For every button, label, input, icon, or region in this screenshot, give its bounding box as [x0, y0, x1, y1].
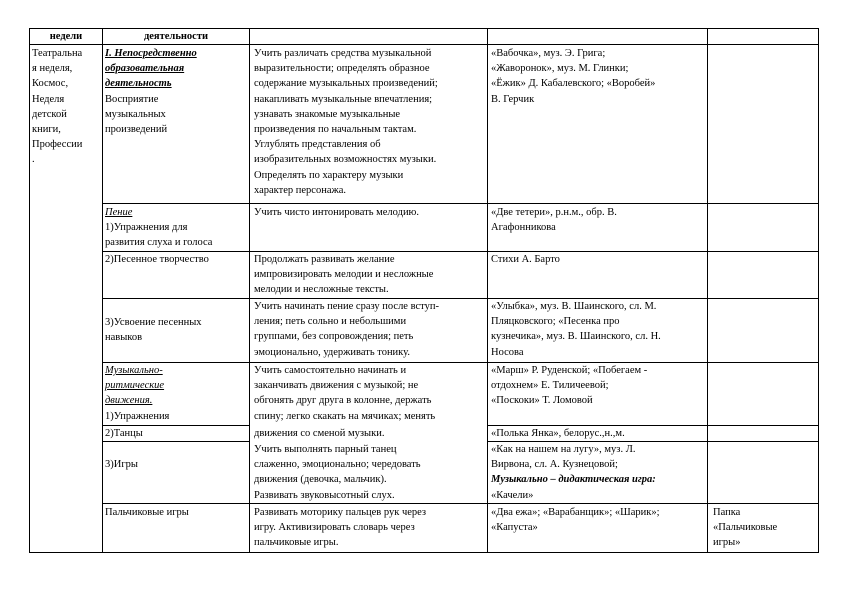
activity-subtitle: 2)Танцы — [105, 428, 143, 439]
row-divider — [102, 298, 819, 299]
activity-cell — [105, 457, 138, 472]
row-divider — [102, 203, 819, 204]
header-activity: деятельности — [143, 31, 209, 42]
task-line: заканчивать движения с музыкой; не — [254, 380, 419, 392]
repertoire-cell — [491, 252, 560, 267]
task-line: изобразительных возможностях музыки. — [254, 154, 437, 166]
col-divider — [102, 28, 103, 553]
col-divider — [487, 28, 488, 553]
repertoire-line: «Полька Янка», белорус.,н.,м. — [491, 428, 625, 439]
tasks-cell — [254, 252, 433, 298]
task-line: накапливать музыкальные впечатления; — [254, 93, 433, 105]
task-line: Учить выполнять парный танец — [254, 444, 397, 455]
week-topic-line: книги, — [32, 124, 61, 136]
activity-subtitle: 1)Упражнения — [105, 410, 170, 422]
task-line: ления; петь сольно и небольшими — [254, 316, 407, 328]
row-divider — [102, 503, 819, 504]
task-line: произведения по начальным тактам. — [254, 124, 417, 136]
activity-subtitle: музыкальных — [105, 108, 166, 120]
activity-subtitle: 3)Усвоение песенных — [105, 317, 202, 328]
tasks-cell — [254, 363, 435, 424]
task-line: Учить различать средства музыкальной — [254, 48, 432, 59]
repertoire-line: Пляцковского; «Песенка про — [491, 316, 620, 328]
activity-subtitle: развития слуха и голоса — [105, 237, 213, 249]
materials-line: игры» — [713, 537, 741, 549]
activity-title: образовательная — [105, 63, 185, 75]
repertoire-line: «Жаворонок», муз. М. Глинки; — [491, 63, 629, 75]
task-line: Определять по характеру музыки — [254, 169, 404, 181]
activity-cell — [105, 505, 189, 520]
task-line: спину; легко скакать на мячиках; менять — [254, 410, 436, 422]
tasks-cell — [254, 442, 421, 503]
activity-cell — [105, 252, 209, 267]
repertoire-line: Вирвона, сл. А. Кузнецовой; — [491, 459, 618, 471]
task-line: Продолжать развивать желание — [254, 254, 395, 265]
activity-subtitle: произведений — [105, 124, 168, 136]
repertoire-line: «Качели» — [491, 489, 534, 501]
activity-cell — [105, 426, 143, 441]
task-line: мелодии и несложные тексты. — [254, 284, 389, 296]
table-border-bottom — [29, 552, 819, 553]
materials-cell — [713, 505, 777, 551]
repertoire-line: «Как на нашем на лугу», муз. Л. — [491, 444, 636, 455]
activity-cell — [105, 315, 202, 345]
repertoire-cell — [491, 205, 617, 235]
repertoire-line: «Капуста» — [491, 522, 538, 534]
task-line: игру. Активизировать словарь через — [254, 522, 415, 534]
col-border-right — [818, 28, 819, 553]
tasks-cell — [254, 299, 439, 360]
header-weeks: недели — [49, 31, 83, 42]
week-topic-line: Космос, — [32, 78, 69, 90]
task-line: движения со сменой музыки. — [254, 428, 385, 439]
col-border-left — [29, 28, 30, 553]
repertoire-cell — [491, 299, 661, 360]
tasks-cell — [254, 46, 438, 198]
repertoire-cell — [491, 363, 647, 409]
tasks-cell — [254, 426, 384, 441]
week-topic-line: Неделя — [32, 93, 65, 105]
task-line: Развивать звуковысотный слух. — [254, 489, 395, 501]
repertoire-cell — [491, 46, 655, 107]
activity-subtitle: 2)Песенное творчество — [105, 254, 209, 265]
repertoire-line: «Ёжик» Д. Кабалевского; «Воробей» — [491, 78, 656, 90]
repertoire-line: Стихи А. Барто — [491, 254, 560, 265]
task-line: движения (девочка, мальчик). — [254, 474, 387, 486]
activity-cell — [105, 46, 197, 137]
repertoire-cell — [491, 426, 625, 441]
materials-line: «Пальчиковые — [713, 522, 778, 534]
repertoire-cell — [491, 442, 656, 503]
activity-subtitle: Восприятие — [105, 93, 159, 105]
repertoire-line: «Две тетери», р.н.м., обр. В. — [491, 207, 617, 218]
repertoire-line: «Вабочка», муз. Э. Грига; — [491, 48, 606, 59]
task-line: слаженно, эмоционально; чередовать — [254, 459, 421, 471]
tasks-cell — [254, 205, 419, 220]
row-divider — [102, 362, 819, 363]
week-topic-line: Театральна — [32, 48, 83, 59]
activity-subtitle: 1)Упражнения для — [105, 222, 188, 234]
task-line: Учить начинать пение сразу после вступ- — [254, 301, 439, 312]
task-line: импровизировать мелодии и несложные — [254, 269, 434, 281]
week-topic-line: я неделя, — [32, 63, 73, 75]
repertoire-line: «Два ежа»; «Варабанщик»; «Шарик»; — [491, 507, 660, 518]
repertoire-line: «Улыбка», муз. В. Шаинского, сл. М. — [491, 301, 657, 312]
row-divider — [102, 251, 819, 252]
activity-title: деятельность — [105, 78, 172, 90]
task-line: узнавать знакомые музыкальные — [254, 108, 401, 120]
activity-cell — [105, 363, 169, 424]
task-line: Развивать моторику пальцев рук через — [254, 507, 427, 518]
activity-subtitle: 3)Игры — [105, 459, 138, 470]
activity-title: движения. — [105, 395, 153, 407]
task-line: обгонять друг друга в колонне, держать — [254, 395, 432, 407]
col-divider — [249, 28, 250, 553]
task-line: Углублять представления об — [254, 139, 381, 151]
activity-cell — [105, 205, 212, 251]
activity-subtitle: Пальчиковые игры — [105, 507, 189, 518]
task-line: Учить чисто интонировать мелодию. — [254, 207, 420, 218]
repertoire-line: Носова — [491, 346, 524, 358]
col-divider — [707, 28, 708, 553]
repertoire-line: отдохнем» Е. Тиличеевой; — [491, 380, 609, 392]
task-line: Учить самостоятельно начинать и — [254, 365, 407, 376]
week-topic-line: . — [32, 154, 35, 166]
task-line: характер персонажа. — [254, 184, 347, 196]
repertoire-line: «Поскоки» Т. Ломовой — [491, 395, 593, 407]
repertoire-cell — [491, 505, 660, 535]
activity-title: ритмические — [105, 380, 165, 392]
repertoire-line: В. Герчик — [491, 93, 535, 105]
week-topics — [32, 46, 82, 168]
task-line: выразительности; определять образное — [254, 63, 430, 75]
task-line: группами, без сопровождения; петь — [254, 331, 414, 343]
task-line: содержание музыкальных произведений; — [254, 78, 438, 90]
tasks-cell — [254, 505, 426, 551]
activity-subtitle: навыков — [105, 332, 143, 344]
repertoire-game-heading: Музыкально – дидактическая игра: — [491, 474, 656, 486]
repertoire-line: «Марш» Р. Руденской; «Побегаем - — [491, 365, 648, 376]
repertoire-line: кузнечика», муз. В. Шаинского, сл. Н. — [491, 331, 661, 343]
week-topic-line: детской — [32, 108, 67, 120]
task-line: эмоционально, удерживать тонику. — [254, 346, 410, 358]
task-line: пальчиковые игры. — [254, 537, 339, 549]
activity-title: Пение — [105, 207, 133, 218]
repertoire-line: Агафонникова — [491, 222, 556, 234]
activity-title: I. Непосредственно — [105, 48, 197, 59]
materials-line: Папка — [713, 507, 741, 518]
week-topic-line: Профессии — [32, 139, 83, 151]
activity-title: Музыкально- — [105, 365, 163, 376]
